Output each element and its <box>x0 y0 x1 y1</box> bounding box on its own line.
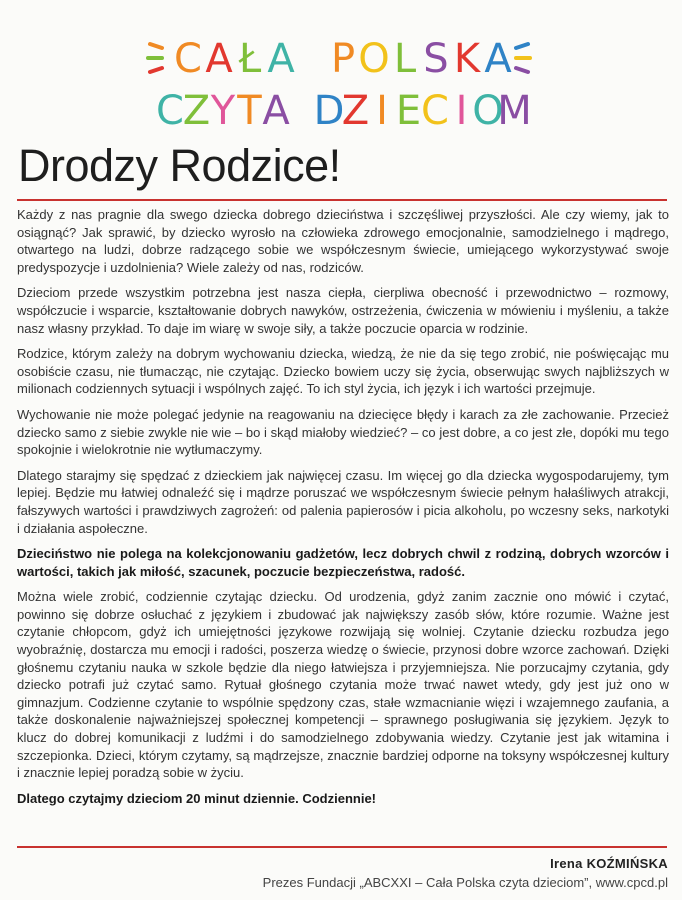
logo-line-1-letter: C <box>174 36 202 82</box>
campaign-logo-graphic <box>0 14 682 132</box>
logo-line-2-letter: C <box>156 88 184 132</box>
paragraph-2: Dzieciom przede wszystkim potrzebna jest nasza ciepła, cierpliwa obecność i przewodnictwo – rozmowy, współczucie i wsparcie, kształtowanie dobrych nawyków, ostrzeżenia, ćwiczenia w mówieniu i myśleniu, a także nasz własny przykład. To daje im wiarę w swoje siły, a także poczucie oparcia w rodzinie. <box>17 285 669 336</box>
logo-line-2-letter: Y <box>210 88 236 132</box>
bold-statement: Dzieciństwo nie polega na kolekcjonowaniu gadżetów, lecz dobrych chwil z rodziną, dobrych wzorców i wartości, takich jak miłość, szacunek, poczucie bezpieczeństwa, radość. <box>17 546 669 579</box>
logo-rays-right <box>516 44 530 72</box>
logo-line-1-letter: Ł <box>238 36 262 82</box>
paragraph-5: Dlatego starajmy się spędzać z dzieckiem jak najwięcej czasu. Im więcej go dla dziecka wygospodarujemy, tym lepiej. Będzie mu łatwiej odnaleźć się i mądrze poruszać we współczesnym świecie pełnym hałaśliwych atrakcji, fałszywych wartości i prawdziwych zagrożeń: od palenia papierosów i picia alkoholu, po wczesny seks, narkotyki i działania aspołeczne. <box>17 467 669 536</box>
paragraph-4: Wychowanie nie może polegać jedynie na reagowaniu na dziecięce błędy i karach za złe zachowanie. Przecież dziecko samo z siebie zwykle nie wie – bo i skąd miałoby wiedzieć? – co jest dobre, a co jest złe, dopóki mu tego spokojnie i wielokrotnie nie wytłumaczymy. <box>17 406 669 458</box>
logo-line-2-letter: I <box>455 88 468 132</box>
logo-line-1-letter: P <box>330 36 356 82</box>
logo-line-2 <box>156 88 532 132</box>
logo-line-1-letter: A <box>205 36 233 82</box>
signature-title: Prezes Fundacji „ABCXXI – Cała Polska czyta dzieciom”, www.cpcd.pl <box>262 875 668 890</box>
logo-line-2-letter: Z <box>341 88 370 132</box>
logo-line-2-letter: A <box>262 88 290 132</box>
logo-line-2-letter: E <box>395 88 422 132</box>
logo-line-2-letter: T <box>237 88 262 132</box>
logo-line-2-letter: C <box>421 88 449 132</box>
paragraph-reading: Można wiele zrobić, codziennie czytając dziecku. Od urodzenia, gdyż zanim zacznie ono mówić i czytać, powinno się dobrze osłuchać z językiem i zbudować jak największy zasób słów, które rozumie. Ważne jest czytanie chłopcom, gdyż ich umiejętności językowe rozwijają się wolniej. Czytanie dziecku rozbudza jego wyobraźnię, dostarcza mu emocji i radości, poszerza wiedzę o świecie, przynosi dobre wzorce zachowań. Dzięki głośnemu czytaniu nauka w szkole będzie dla niego łatwiejsza i przyjemniejsza. Nie porzucajmy czytania, gdy dziecko potrafi już czytać samo. Rytuał głośnego czytania może trwać nawet wtedy, gdy jest już ono w gimnazjum. Codzienne czytanie to wspólnie spędzony czas, stałe wzmacnianie więzi i wzajemnego zaufania, a także doskonalenie najważniejszej społecznej kompetencji – sprawnego posługiwania się językiem. Język to klucz do dobrej komunikacji z ludźmi i do samodzielnego zdobywania wiedzy. Czytanie jest jak witamina i szczepionka. Dzieci, którym czytamy, są mądrzejsze, znacznie bardziej odporne na toksyny współczesnej kultury i znacznie lepiej poradzą sobie w życiu. <box>17 589 669 781</box>
letter-body <box>17 206 669 815</box>
logo-line-1-letter: A <box>484 36 512 82</box>
logo-line-2-letter: D <box>313 88 345 132</box>
campaign-logo <box>0 14 682 132</box>
signature-name: Irena KOŹMIŃSKA <box>550 856 668 871</box>
signature-block <box>263 854 668 892</box>
page-title: Drodzy Rodzice! <box>18 140 341 191</box>
logo-line-1-letter: L <box>393 36 417 82</box>
closing-call: Dlatego czytajmy dzieciom 20 minut dziennie. Codziennie! <box>17 790 377 806</box>
logo-line-2-letter: Z <box>182 88 211 132</box>
red-divider-top <box>17 199 667 201</box>
paragraph-1: Każdy z nas pragnie dla swego dziecka dobrego dzieciństwa i szczęśliwej przyszłości. Ale czy wiemy, jak to osiągnąć? Jak sprawić, by dziecko wyrosło na człowieka zdrowego emocjonalnie, samodzielnego i mądrego, otwartego na ludzi, dobrze radzącego sobie we współczesnym świecie, umiejącego wykorzystywać swoje predyspozycje i uzdolnienia? Wiele zależy od nas, rodziców. <box>17 207 669 275</box>
logo-line-2-letter: M <box>497 88 532 132</box>
paragraph-3: Rodzice, którym zależy na dobrym wychowaniu dziecka, wiedzą, że nie da się tego zrobić, nie poświęcając mu osobiście czasu, nie tłumacząc, nie czytając. Dziecko bowiem uczy się życia, obserwując swych najbliższych w milionach codziennych sytuacji i wspólnych zajęć. To ich styl życia, ich język i ich wartości przejmuje. <box>17 346 669 397</box>
logo-line-1-letter: O <box>358 36 390 82</box>
logo-line-1-letter: K <box>453 36 481 82</box>
red-divider-bottom <box>17 846 667 848</box>
logo-line-1 <box>174 36 512 82</box>
logo-line-1-letter: S <box>423 36 449 82</box>
logo-rays-left <box>148 44 162 72</box>
logo-line-2-letter: O <box>472 88 504 132</box>
logo-line-1-letter: A <box>267 36 295 82</box>
logo-line-2-letter: I <box>376 88 388 132</box>
